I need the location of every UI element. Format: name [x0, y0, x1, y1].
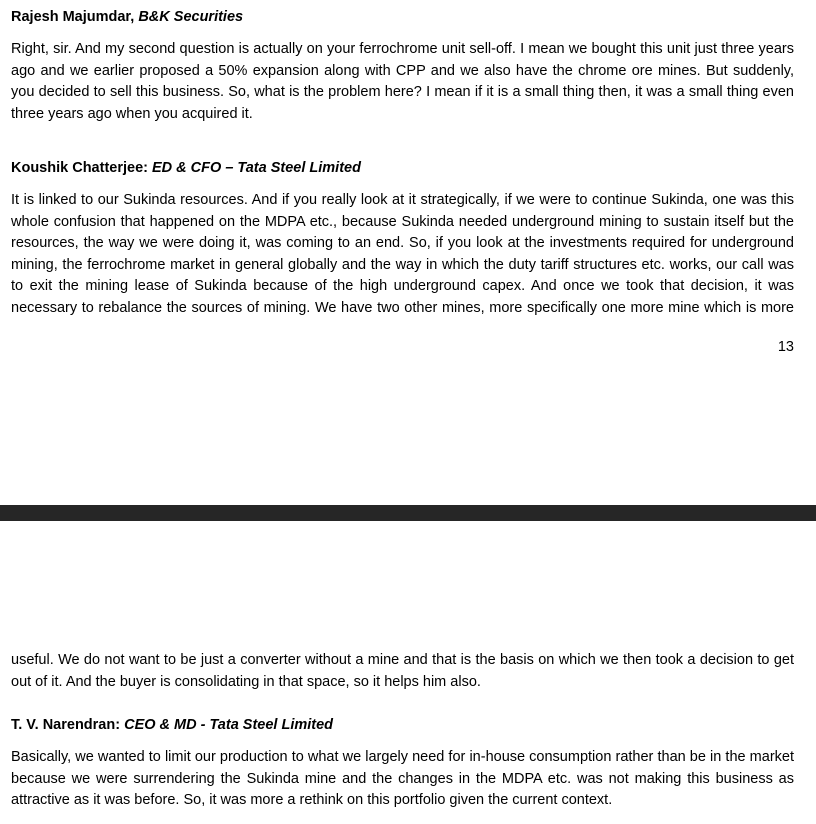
speaker-affiliation: B&K Securities [138, 9, 244, 25]
speaker-heading [11, 716, 333, 734]
question-paragraph: Right, sir. And my second question is actually on your ferrochrome unit sell-off. I mean we bought this unit just three years ago and we earlier proposed a 50% expansion along with CPP and we also have the chrome ore mines. But suddenly, you decided to sell this business. So, what is the problem here? I mean if it is a small thing then, it was a small thing even three years ago when you acquired it. [11, 41, 794, 122]
page-separator [0, 505, 816, 521]
answer-paragraph: It is linked to our Sukinda resources. And if you really look at it strategically, if we were to continue Sukinda, one was this whole confusion that happened on the MDPA etc., because Sukinda needed underground mining to sustain itself but the resources, the way we were doing it, was coming to an end. So, if you look at the investments required for underground mining, the ferrochrome market in general globally and the way in which the duty tariff structures etc. works, our call was to exit the mining lease of Sukinda because of the high underground capex. And once we took that decision, it was necessary to rebalance the sources of mining. We have two other mines, more specifically one more mine which is more [11, 192, 794, 316]
speaker-heading [11, 8, 243, 26]
speaker-name: T. V. Narendran: [11, 717, 121, 733]
speaker-name: Rajesh Majumdar, [11, 9, 135, 25]
page-number: 13 [777, 339, 794, 355]
speaker-heading [11, 159, 361, 177]
answer-continuation-paragraph: useful. We do not want to be just a converter without a mine and that is the basis on which we then took a decision to get out of it. And the buyer is consolidating in that space, so it helps him also. [11, 652, 794, 690]
speaker-affiliation: CEO & MD - Tata Steel Limited [124, 717, 334, 733]
speaker-affiliation: ED & CFO – Tata Steel Limited [152, 160, 361, 176]
speaker-name: Koushik Chatterjee: [11, 160, 148, 176]
answer-paragraph: Basically, we wanted to limit our production to what we largely need for in-house consumption rather than be in the market because we were surrendering the Sukinda mine and the changes in the MDPA etc. was not making this business as attractive as it was before. So, it was more a rethink on this portfolio given the current context. [11, 749, 794, 808]
document-page-14 [0, 521, 816, 824]
